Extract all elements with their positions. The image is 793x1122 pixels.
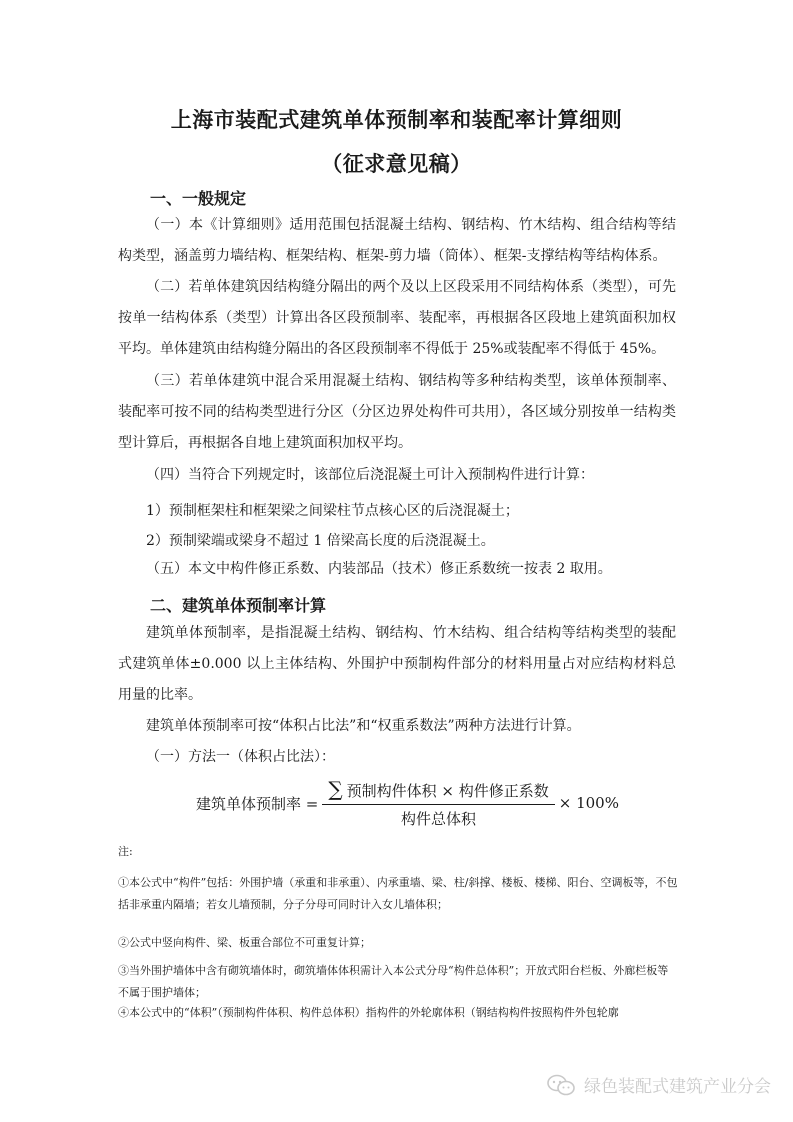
note-3: ③当外围护墙体中含有砌筑墙体时，砌筑墙体体积需计入本公式分母“构件总体积”；开放式阳台栏板、外廊栏板等不属于围护墙体； — [118, 964, 669, 999]
paragraph-cast-in-place: （四）当符合下列规定时，该部位后浇混凝土可计入预制构件进行计算： — [146, 467, 594, 483]
section-heading-general: 一、一般规定 — [150, 189, 247, 208]
numerator-text: 预制构件体积 × 构件修正系数 — [346, 782, 549, 800]
note-2: ②公式中竖向构件、梁、板重合部位不可重复计算； — [118, 936, 371, 949]
paragraph-prefab-definition: 建筑单体预制率，是指混凝土结构、钢结构、竹木结构、组合结构等结构类型的装配式建筑单体±0.000 以上主体结构、外围护中预制构件部分的材料用量占对应结构材料总用量的比率。 — [118, 625, 676, 703]
document-subtitle: （征求意见稿） — [321, 151, 472, 176]
paragraph-segments: （二）若单体建筑因结构缝分隔出的两个及以上区段采用不同结构体系（类型），可先按单一结构体系（类型）计算出各区段预制率、装配率，再根据各区段地上建筑面积加权平均。单体建筑由结构缝分隔出的各区段预制率不得低于 25%或装配率不得低于 45%。 — [118, 279, 676, 357]
list-item-beam-end: 2）预制梁端或梁身不超过 1 倍梁高长度的后浇混凝土。 — [146, 533, 495, 549]
paragraph-scope: （一）本《计算细则》适用范围包括混凝土结构、钢结构、竹木结构、组合结构等结构类型，涵盖剪力墙结构、框架结构、框架-剪力墙（筒体）、框架-支撑结构等结构体系。 — [118, 217, 676, 264]
sigma-symbol: ∑ — [328, 777, 343, 801]
formula-fraction — [322, 777, 554, 829]
prefab-rate-formula — [196, 778, 619, 828]
formula-numerator — [322, 777, 554, 805]
formula-lhs: 建筑单体预制率 = — [196, 794, 319, 813]
note-4: ④本公式中的“体积”（预制构件体积、构件总体积）指构件的外轮廓体积（钢结构构件按照构件外包轮廓 — [118, 1006, 619, 1019]
note-1: ①本公式中“构件”包括：外围护墙（承重和非承重）、内承重墙、梁、柱/斜撑、楼板、楼梯、阳台、空调板等，不包括非承重内隔墙；若女儿墙预制，分子分母可同时计入女儿墙体积； — [118, 876, 678, 911]
notes-heading: 注: — [118, 845, 133, 858]
paragraph-mixed-structure: （三）若单体建筑中混合采用混凝土结构、钢结构等多种结构类型，该单体预制率、装配率可按不同的结构类型进行分区（分区边界处构件可共用），各区域分别按单一结构类型计算后，再根据各自地上建筑面积加权平均。 — [118, 373, 676, 451]
list-item-joint-core: 1）预制框架柱和框架梁之间梁柱节点核心区的后浇混凝土； — [146, 503, 519, 519]
section-heading-prefab-rate: 二、建筑单体预制率计算 — [150, 596, 327, 615]
paragraph-method-one: （一）方法一（体积占比法）： — [146, 749, 335, 765]
wechat-icon — [546, 1073, 576, 1097]
watermark — [546, 1072, 771, 1097]
watermark-text: 绿色装配式建筑产业分会 — [584, 1077, 771, 1097]
paragraph-methods: 建筑单体预制率可按“体积占比法”和“权重系数法”两种方法进行计算。 — [146, 718, 581, 734]
paragraph-correction-factors: （五）本文中构件修正系数、内装部品（技术）修正系数统一按表 2 取用。 — [146, 561, 612, 577]
formula-rhs: × 100% — [558, 794, 619, 812]
formula-denominator: 构件总体积 — [401, 810, 477, 828]
document-title: 上海市装配式建筑单体预制率和装配率计算细则 — [170, 107, 623, 132]
